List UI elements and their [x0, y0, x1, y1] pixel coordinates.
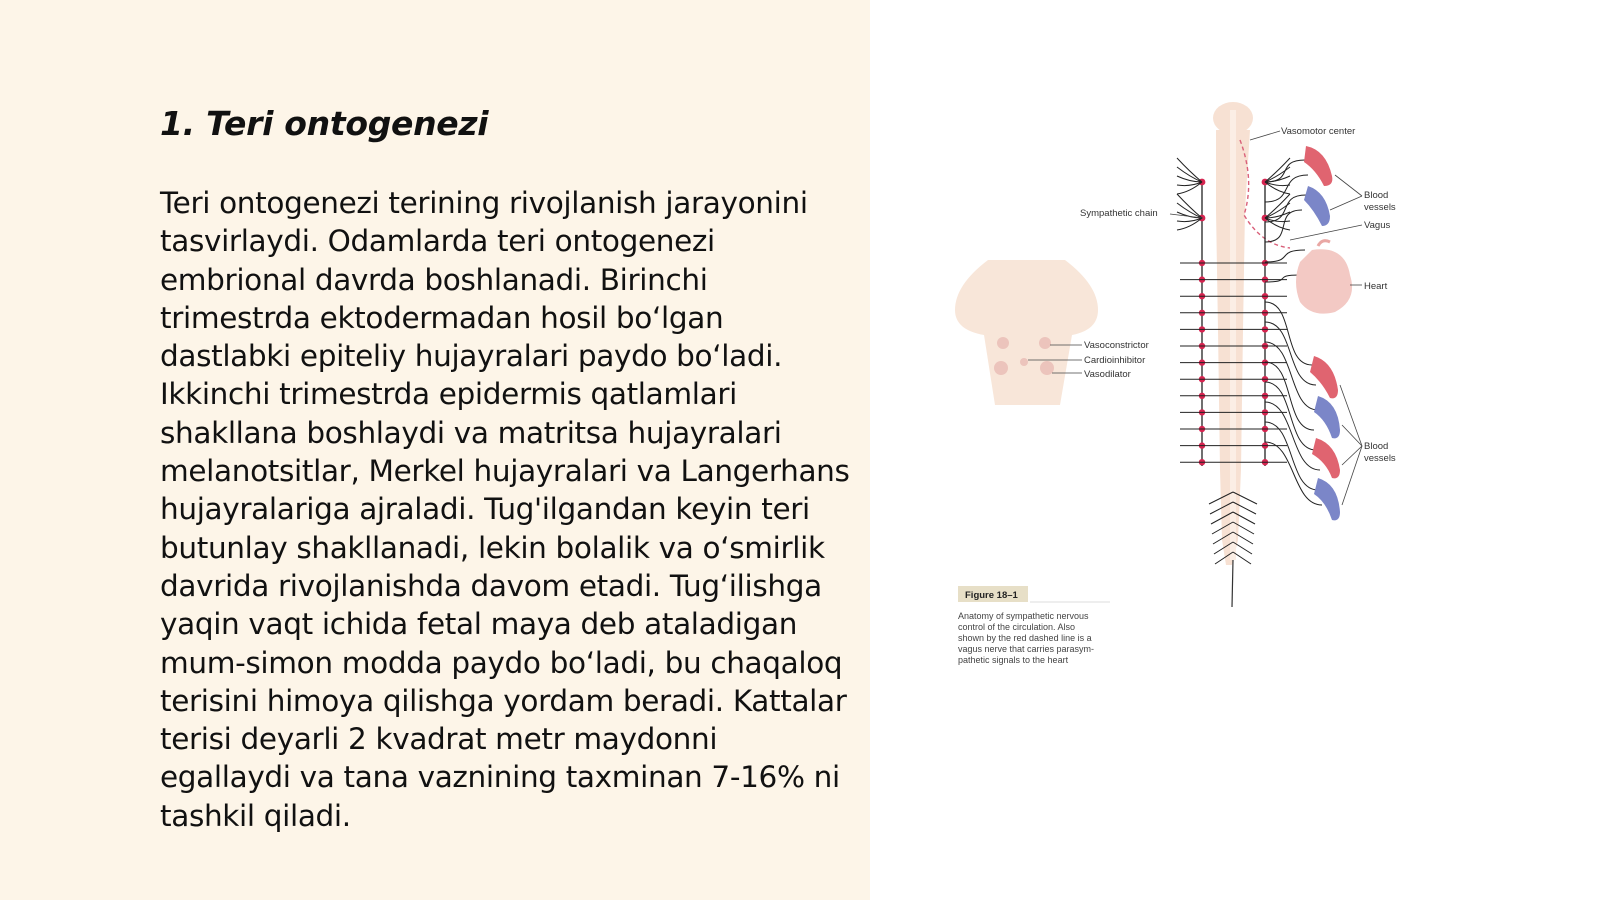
sympathetic-fiber	[1265, 342, 1318, 410]
sympathetic-fiber	[1265, 275, 1300, 282]
ganglion-fan-fiber	[1265, 203, 1290, 218]
caption-line-2: control of the circulation. Also	[958, 622, 1076, 632]
label-blood-vessels-upper-2: vessels	[1364, 202, 1396, 213]
caption-line-4: vagus nerve that carries parasym-	[958, 644, 1095, 654]
label-vagus: Vagus	[1364, 220, 1391, 231]
label-leaders	[1170, 131, 1362, 505]
sympathetic-fiber	[1265, 322, 1316, 385]
label-blood-vessels-upper-1: Blood	[1364, 190, 1389, 201]
medulla-inset	[955, 260, 1098, 405]
blood-vessels	[1304, 146, 1340, 520]
sympathetic-fiber	[1265, 250, 1305, 262]
label-blood-vessels-lower-2: vessels	[1364, 453, 1396, 464]
caption-line-1: Anatomy of sympathetic nervous	[958, 611, 1089, 621]
ganglion-fan-fiber	[1177, 203, 1202, 218]
label-cardioinhibitor: Cardioinhibitor	[1084, 355, 1146, 366]
sympathetic-fiber	[1265, 302, 1312, 365]
caption-line-5: pathetic signals to the heart	[958, 655, 1069, 665]
spinal-cord	[1213, 102, 1290, 607]
label-sympathetic-chain: Sympathetic chain	[1080, 208, 1158, 219]
label-vasodilator: Vasodilator	[1084, 369, 1131, 380]
heart-illustration	[1296, 241, 1352, 314]
label-vasomotor-center: Vasomotor center	[1281, 126, 1356, 137]
ganglion-fan-fiber	[1177, 167, 1202, 182]
slide-body-text: Teri ontogenezi terining rivojlanish jarayonini tasvirlaydi. Odamlarda teri ontogenezi embrional davrda boshlanadi. Birinchi trimestrda ektodermadan hosil bo‘lgan dastlabki epiteliy hujayralari paydo bo‘ladi. Ikkinchi trimestrda epidermis qatlamlari shakllana boshlaydi va matritsa hujayralari melanotsitlar, Merkel hujayralari va Langerhans hujayralariga ajraladi. Tug'ilgandan keyin teri butunlay shakllanadi, lekin bolalik va o‘smirlik davrida rivojlanishda davom etadi. Tug‘ilishga yaqin vaqt ichida fetal maya deb ataladigan mum-simon modda paydo bo‘ladi, bu chaqaloq terisini himoya qilishga yordam beradi. Kattalar terisi deyarli 2 kvadrat metr maydonni egallaydi va tana vaznining taxminan 7-16% ni tashkil qiladi.	[160, 186, 850, 833]
label-vasoconstrictor: Vasoconstrictor	[1084, 340, 1149, 351]
label-heart: Heart	[1364, 281, 1388, 292]
label-blood-vessels-lower-1: Blood	[1364, 441, 1389, 452]
nerve-fibers	[1177, 158, 1322, 564]
slide-title: 1. Teri ontogenezi	[160, 104, 489, 143]
caption-line-3: shown by the red dashed line is a	[958, 633, 1092, 643]
sympathetic-fiber	[1265, 382, 1316, 450]
figure-tag: Figure 18–1	[965, 590, 1018, 601]
